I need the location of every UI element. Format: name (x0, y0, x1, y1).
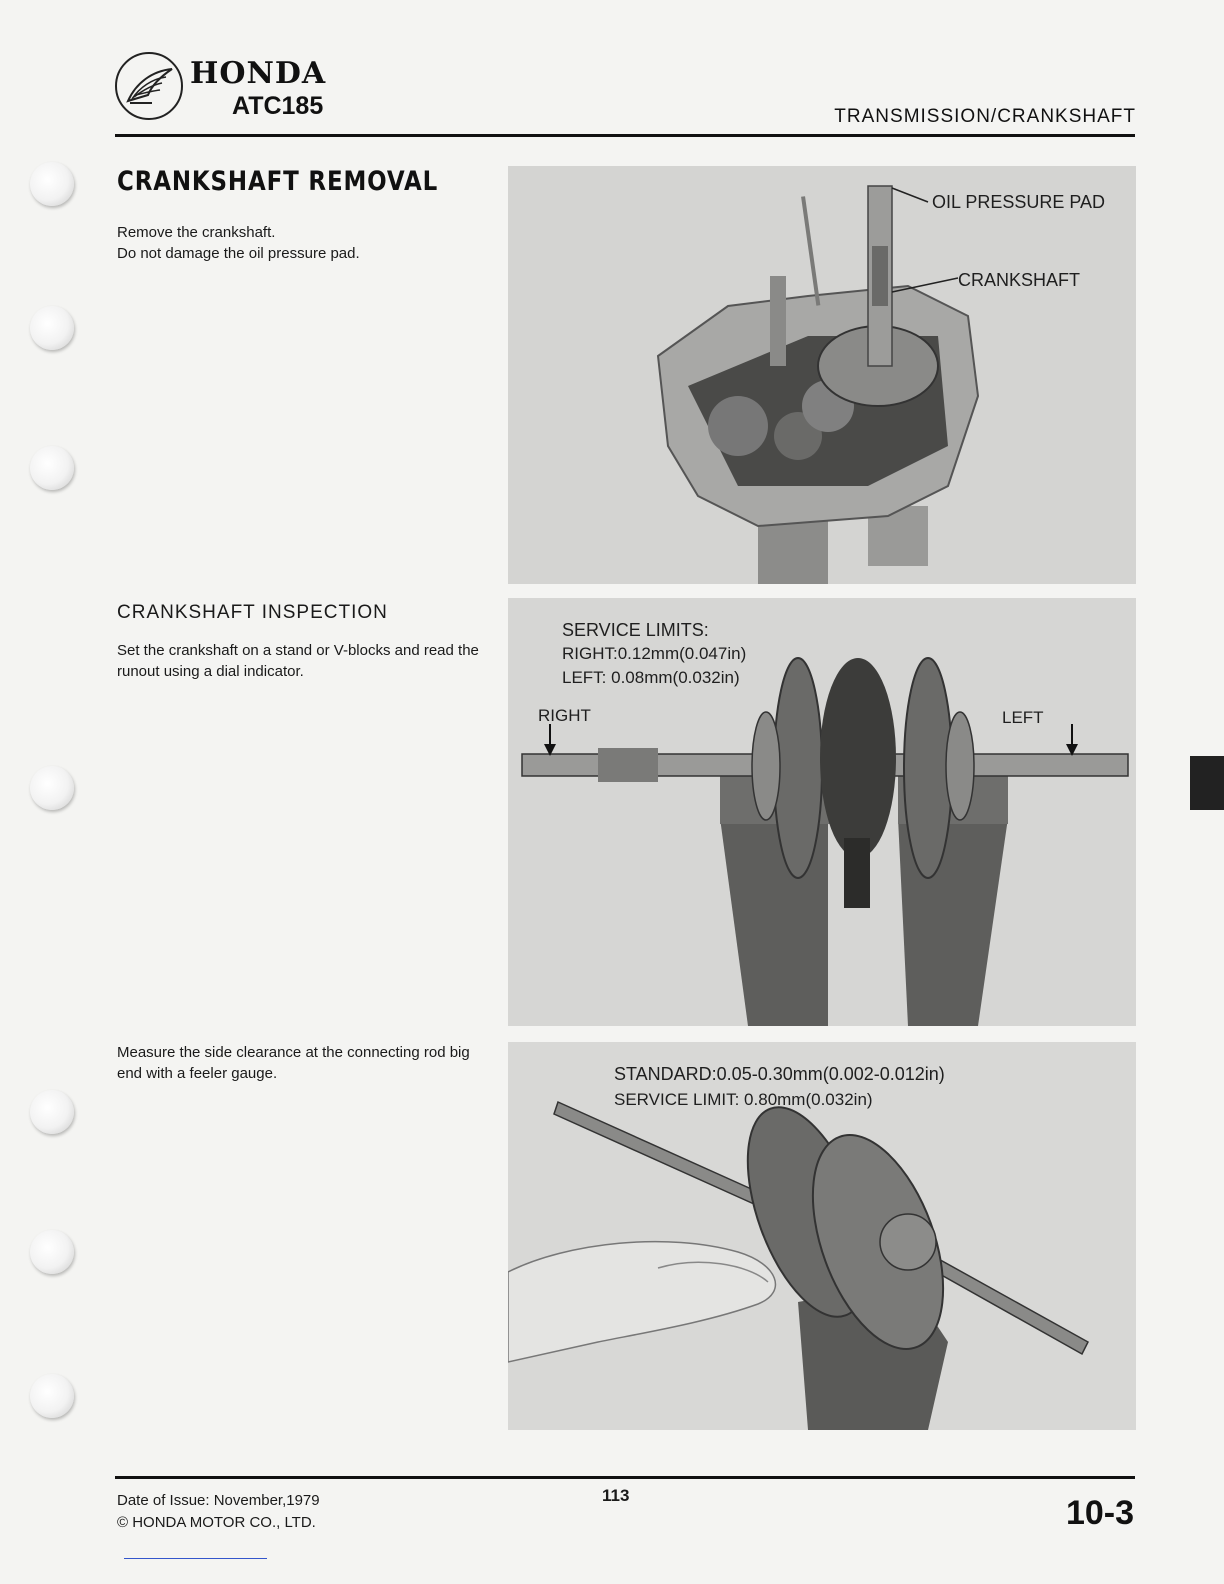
issue-date: Date of Issue: November,1979 (117, 1492, 320, 1509)
removal-text (117, 222, 487, 264)
underline-mark (124, 1558, 267, 1559)
v-block-photo (508, 598, 1136, 1026)
section-title: TRANSMISSION/CRANKSHAFT (834, 106, 1136, 127)
removal-heading: CRANKSHAFT REMOVAL (117, 166, 439, 197)
page-number: 113 (602, 1486, 630, 1505)
punch-hole (30, 306, 74, 350)
service-limit-label: SERVICE LIMIT: 0.80mm(0.032in) (614, 1090, 873, 1109)
right-limit-label: RIGHT:0.12mm(0.047in) (562, 644, 747, 663)
header-divider (115, 134, 1135, 137)
model-name: ATC185 (232, 92, 324, 120)
right-arrow-label: RIGHT (538, 706, 591, 725)
standard-label: STANDARD:0.05-0.30mm(0.002-0.012in) (614, 1064, 945, 1084)
honda-wing-icon (115, 52, 183, 120)
section-number: 10-3 (1065, 1494, 1134, 1532)
footer-divider (115, 1476, 1135, 1479)
punch-hole (30, 446, 74, 490)
oil-pressure-pad-label: OIL PRESSURE PAD (932, 192, 1106, 212)
brand-name: HONDA (190, 56, 327, 91)
service-limits-label: SERVICE LIMITS: (562, 620, 709, 640)
punch-hole (30, 1374, 74, 1418)
inspection-text: Set the crankshaft on a stand or V-blocks and read the runout using a dial indicator. (117, 642, 479, 680)
punch-hole (30, 1230, 74, 1274)
punch-hole (30, 162, 74, 206)
section-tab-marker (1190, 756, 1224, 810)
left-limit-label: LEFT: 0.08mm(0.032in) (562, 668, 740, 687)
copyright: © HONDA MOTOR CO., LTD. (117, 1514, 316, 1531)
feeler-gauge-photo (508, 1042, 1136, 1430)
inspection-heading: CRANKSHAFT INSPECTION (117, 602, 388, 623)
left-arrow-label: LEFT (1002, 708, 1044, 727)
punch-hole (30, 766, 74, 810)
clearance-text: Measure the side clearance at the connecting rod big end with a feeler gauge. (117, 1044, 470, 1082)
punch-hole (30, 1090, 74, 1134)
crankshaft-label: CRANKSHAFT (958, 270, 1081, 290)
removal-line-1: Remove the crankshaft. (117, 224, 276, 241)
removal-line-2: Do not damage the oil pressure pad. (117, 245, 360, 262)
crankcase-photo (508, 166, 1136, 584)
